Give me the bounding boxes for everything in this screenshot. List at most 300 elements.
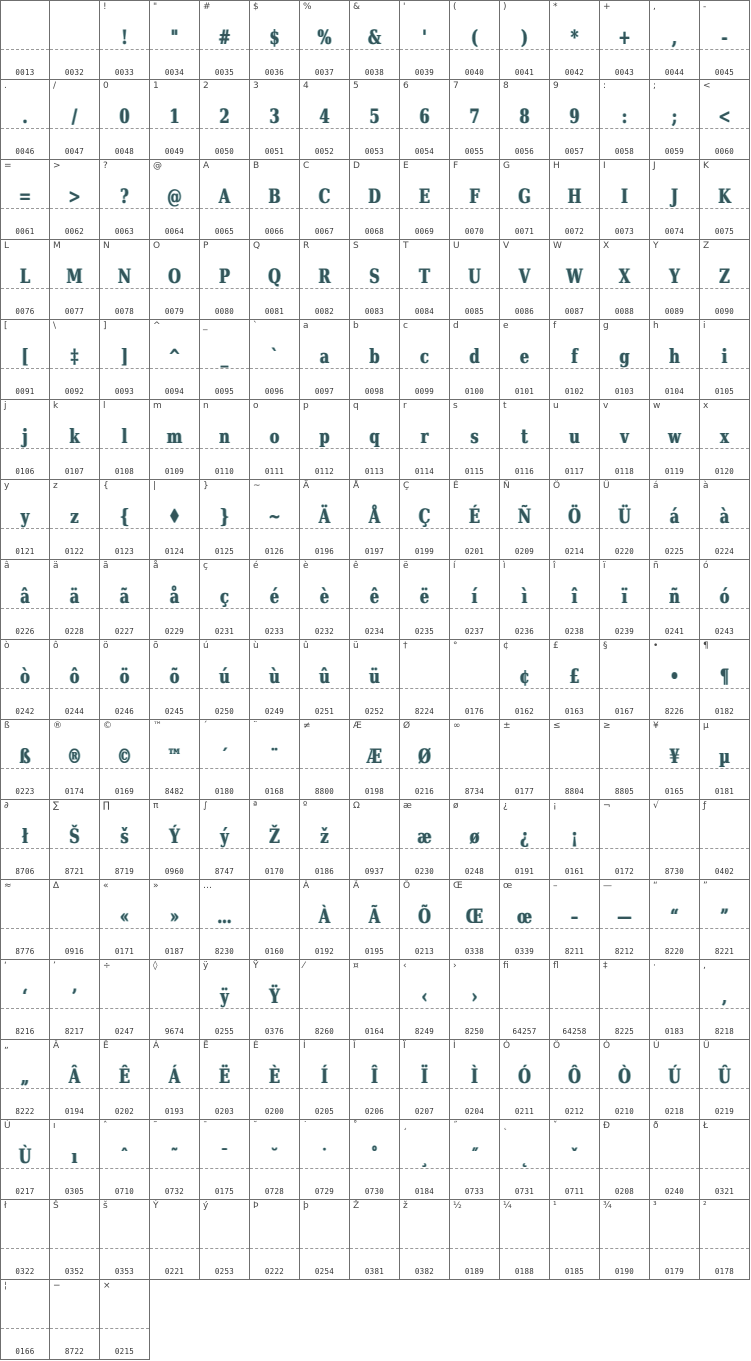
glyph-cell[interactable] (0, 1280, 50, 1360)
glyph-cell[interactable] (50, 880, 100, 960)
glyph-cell[interactable] (450, 80, 500, 160)
glyph-cell[interactable] (700, 1120, 750, 1200)
glyph-cell[interactable] (450, 400, 500, 480)
glyph-cell[interactable] (0, 400, 50, 480)
glyph-cell[interactable] (600, 320, 650, 400)
glyph-cell[interactable] (50, 720, 100, 800)
glyph-cell-label: ' (403, 2, 406, 12)
glyph-cell[interactable] (200, 80, 250, 160)
glyph-cell-code: 0711 (564, 1187, 585, 1196)
glyph-cell-label: ¡ (553, 801, 557, 811)
glyph-cell[interactable] (650, 1040, 700, 1120)
glyph-cell[interactable] (500, 1200, 550, 1280)
glyph-cell[interactable] (200, 880, 250, 960)
glyph-cell[interactable] (100, 1280, 150, 1360)
glyph-cell[interactable] (650, 1200, 700, 1280)
glyph-cell[interactable] (500, 720, 550, 800)
glyph-cell[interactable] (600, 240, 650, 320)
glyph-cell[interactable] (150, 160, 200, 240)
glyph-cell[interactable] (650, 80, 700, 160)
glyph-cell[interactable] (300, 880, 350, 960)
glyph-cell[interactable] (400, 640, 450, 720)
glyph-cell[interactable] (300, 560, 350, 640)
glyph-cell[interactable] (300, 400, 350, 480)
glyph-cell[interactable] (500, 1040, 550, 1120)
glyph-cell[interactable] (200, 480, 250, 560)
glyph-cell-code: 0080 (214, 307, 235, 316)
glyph-cell[interactable] (400, 560, 450, 640)
glyph-cell[interactable] (300, 1120, 350, 1200)
glyph-cell[interactable] (200, 1120, 250, 1200)
glyph-cell[interactable] (250, 400, 300, 480)
glyph-cell[interactable] (50, 1280, 100, 1360)
glyph-cell[interactable] (350, 560, 400, 640)
glyph-cell-label: ö (103, 641, 109, 651)
glyph-cell[interactable] (50, 80, 100, 160)
glyph-cell[interactable] (250, 960, 300, 1040)
glyph-cell[interactable] (500, 480, 550, 560)
glyph-cell[interactable] (0, 160, 50, 240)
glyph-sample: Ò (618, 1064, 631, 1088)
glyph-cell[interactable] (450, 560, 500, 640)
glyph-cell[interactable] (0, 1040, 50, 1120)
glyph-cell[interactable] (400, 400, 450, 480)
glyph-cell[interactable] (150, 560, 200, 640)
glyph-cell[interactable] (50, 0, 100, 80)
glyph-cell[interactable] (450, 720, 500, 800)
glyph-cell[interactable] (550, 160, 600, 240)
glyph-cell[interactable] (100, 640, 150, 720)
glyph-cell[interactable] (200, 160, 250, 240)
glyph-cell-code: 0123 (114, 547, 135, 556)
glyph-cell[interactable] (250, 80, 300, 160)
glyph-cell[interactable] (100, 1200, 150, 1280)
glyph-cell[interactable] (550, 720, 600, 800)
glyph-cell[interactable] (650, 640, 700, 720)
glyph-cell[interactable] (550, 320, 600, 400)
glyph-cell[interactable] (550, 1120, 600, 1200)
glyph-cell-label: o (253, 401, 259, 411)
glyph-cell[interactable] (250, 800, 300, 880)
glyph-cell[interactable] (550, 1200, 600, 1280)
glyph-cell[interactable] (500, 880, 550, 960)
glyph-cell[interactable] (300, 1200, 350, 1280)
glyph-cell-code: 0305 (64, 1187, 85, 1196)
glyph-cell[interactable] (400, 480, 450, 560)
glyph-cell[interactable] (450, 160, 500, 240)
glyph-cell[interactable] (200, 1040, 250, 1120)
glyph-cell[interactable] (450, 800, 500, 880)
glyph-sample: u (569, 424, 580, 448)
glyph-cell[interactable] (400, 960, 450, 1040)
glyph-cell[interactable] (450, 480, 500, 560)
glyph-cell[interactable] (350, 800, 400, 880)
glyph-cell[interactable] (350, 1200, 400, 1280)
glyph-cell[interactable] (150, 1200, 200, 1280)
glyph-cell[interactable] (550, 80, 600, 160)
glyph-cell-label: O (153, 241, 161, 251)
glyph-cell[interactable] (450, 0, 500, 80)
glyph-cell[interactable] (100, 80, 150, 160)
glyph-cell-label: ⁄ (303, 961, 305, 971)
glyph-cell[interactable] (200, 720, 250, 800)
glyph-cell[interactable] (700, 240, 750, 320)
glyph-cell[interactable] (650, 560, 700, 640)
glyph-cell[interactable] (350, 400, 400, 480)
glyph-cell[interactable] (100, 1040, 150, 1120)
glyph-cell[interactable] (450, 960, 500, 1040)
glyph-cell[interactable] (350, 80, 400, 160)
glyph-cell-label: f (553, 321, 557, 331)
glyph-cell[interactable] (100, 480, 150, 560)
glyph-cell-code: 0077 (64, 307, 85, 316)
glyph-cell[interactable] (500, 960, 550, 1040)
glyph-cell[interactable] (650, 480, 700, 560)
glyph-cell[interactable] (400, 0, 450, 80)
glyph-cell-label: › (453, 961, 457, 971)
glyph-cell[interactable] (150, 0, 200, 80)
glyph-cell[interactable] (700, 1200, 750, 1280)
glyph-cell[interactable] (700, 160, 750, 240)
glyph-cell[interactable] (0, 0, 50, 80)
glyph-cell[interactable] (400, 880, 450, 960)
glyph-cell[interactable] (50, 960, 100, 1040)
glyph-cell[interactable] (500, 80, 550, 160)
glyph-cell[interactable] (450, 1040, 500, 1120)
glyph-cell[interactable] (0, 1200, 50, 1280)
glyph-cell[interactable] (300, 960, 350, 1040)
glyph-cell[interactable] (450, 880, 500, 960)
glyph-cell[interactable] (350, 320, 400, 400)
glyph-cell[interactable] (550, 560, 600, 640)
glyph-cell[interactable] (700, 80, 750, 160)
glyph-cell[interactable] (150, 880, 200, 960)
glyph-cell[interactable] (100, 880, 150, 960)
glyph-cell[interactable] (400, 320, 450, 400)
glyph-cell[interactable] (250, 240, 300, 320)
glyph-cell[interactable] (200, 320, 250, 400)
glyph-cell[interactable] (150, 80, 200, 160)
glyph-cell[interactable] (0, 720, 50, 800)
glyph-cell[interactable] (50, 1040, 100, 1120)
glyph-cell[interactable] (500, 1120, 550, 1200)
glyph-cell-label: C (303, 161, 310, 171)
glyph-cell[interactable] (350, 720, 400, 800)
glyph-cell[interactable] (550, 400, 600, 480)
glyph-cell[interactable] (650, 720, 700, 800)
glyph-cell[interactable] (600, 720, 650, 800)
glyph-cell[interactable] (700, 320, 750, 400)
glyph-cell[interactable] (600, 640, 650, 720)
glyph-cell[interactable] (150, 320, 200, 400)
glyph-cell[interactable] (300, 80, 350, 160)
glyph-cell[interactable] (400, 240, 450, 320)
glyph-cell[interactable] (200, 640, 250, 720)
glyph-cell[interactable] (250, 160, 300, 240)
glyph-cell[interactable] (350, 480, 400, 560)
glyph-sample: ¢ (519, 664, 530, 688)
glyph-cell[interactable] (700, 560, 750, 640)
glyph-cell-code: 0052 (314, 147, 335, 156)
baseline-guide (700, 848, 749, 849)
glyph-cell[interactable] (600, 400, 650, 480)
glyph-cell[interactable] (650, 1120, 700, 1200)
glyph-cell[interactable] (300, 240, 350, 320)
glyph-cell[interactable] (300, 0, 350, 80)
glyph-cell-code: 0168 (264, 787, 285, 796)
baseline-guide (100, 1008, 149, 1009)
glyph-cell[interactable] (300, 800, 350, 880)
glyph-sample: v (620, 424, 629, 448)
glyph-cell[interactable] (650, 0, 700, 80)
glyph-cell[interactable] (150, 640, 200, 720)
glyph-cell[interactable] (500, 560, 550, 640)
glyph-cell[interactable] (350, 0, 400, 80)
glyph-cell-label: - (703, 2, 707, 12)
glyph-cell[interactable] (550, 0, 600, 80)
glyph-cell[interactable] (0, 560, 50, 640)
glyph-cell[interactable] (50, 560, 100, 640)
glyph-cell-code: 0103 (614, 387, 635, 396)
glyph-cell[interactable] (0, 1120, 50, 1200)
glyph-cell[interactable] (700, 880, 750, 960)
glyph-cell[interactable] (50, 160, 100, 240)
glyph-cell-label: ÷ (103, 961, 111, 971)
glyph-cell[interactable] (0, 640, 50, 720)
glyph-sample: Ù (18, 1144, 32, 1168)
glyph-cell[interactable] (600, 0, 650, 80)
glyph-cell[interactable] (500, 320, 550, 400)
glyph-cell[interactable] (550, 480, 600, 560)
glyph-cell[interactable] (50, 800, 100, 880)
glyph-cell[interactable] (0, 880, 50, 960)
glyph-sample: f (571, 344, 578, 368)
glyph-cell[interactable] (50, 240, 100, 320)
glyph-cell[interactable] (250, 480, 300, 560)
glyph-cell[interactable] (50, 320, 100, 400)
glyph-cell[interactable] (350, 1040, 400, 1120)
glyph-cell[interactable] (550, 960, 600, 1040)
glyph-cell[interactable] (250, 0, 300, 80)
glyph-cell[interactable] (50, 400, 100, 480)
glyph-cell[interactable] (150, 720, 200, 800)
glyph-sample: z (70, 504, 79, 528)
glyph-cell[interactable] (350, 1120, 400, 1200)
glyph-cell[interactable] (100, 0, 150, 80)
glyph-cell[interactable] (500, 160, 550, 240)
glyph-cell-label: = (4, 161, 12, 171)
glyph-cell-code: 0167 (614, 707, 635, 716)
glyph-cell[interactable] (700, 400, 750, 480)
glyph-cell[interactable] (550, 640, 600, 720)
glyph-cell[interactable] (300, 720, 350, 800)
glyph-cell[interactable] (650, 960, 700, 1040)
glyph-cell[interactable] (300, 1040, 350, 1120)
glyph-cell[interactable] (600, 1120, 650, 1200)
glyph-cell[interactable] (200, 240, 250, 320)
glyph-cell[interactable] (650, 800, 700, 880)
glyph-cell[interactable] (350, 960, 400, 1040)
glyph-cell[interactable] (600, 800, 650, 880)
glyph-cell[interactable] (300, 320, 350, 400)
glyph-cell[interactable] (200, 1200, 250, 1280)
glyph-cell[interactable] (650, 240, 700, 320)
glyph-cell[interactable] (500, 240, 550, 320)
glyph-cell[interactable] (250, 1040, 300, 1120)
glyph-cell-code: 0161 (564, 867, 585, 876)
glyph-cell[interactable] (250, 1120, 300, 1200)
glyph-cell[interactable] (400, 80, 450, 160)
glyph-cell[interactable] (350, 640, 400, 720)
glyph-cell[interactable] (100, 960, 150, 1040)
baseline-guide (700, 1168, 749, 1169)
glyph-cell[interactable] (250, 320, 300, 400)
glyph-cell[interactable] (150, 1120, 200, 1200)
glyph-cell-label: Ì (453, 1041, 456, 1051)
glyph-cell[interactable] (450, 640, 500, 720)
glyph-cell[interactable] (250, 1200, 300, 1280)
glyph-cell[interactable] (550, 800, 600, 880)
glyph-cell-label: ƒ (703, 801, 707, 811)
glyph-cell[interactable] (250, 560, 300, 640)
glyph-cell[interactable] (150, 480, 200, 560)
glyph-sample: ä (69, 584, 80, 608)
glyph-cell[interactable] (150, 400, 200, 480)
glyph-cell-label: Ö (553, 481, 561, 491)
glyph-cell[interactable] (50, 1200, 100, 1280)
glyph-cell[interactable] (600, 880, 650, 960)
glyph-cell[interactable] (650, 160, 700, 240)
glyph-cell[interactable] (700, 640, 750, 720)
glyph-cell[interactable] (0, 480, 50, 560)
glyph-cell[interactable] (400, 720, 450, 800)
glyph-sample: © (117, 744, 132, 768)
glyph-cell[interactable] (250, 880, 300, 960)
glyph-cell-label: Ð (603, 1121, 610, 1131)
glyph-cell-label: d (453, 321, 459, 331)
glyph-cell[interactable] (150, 800, 200, 880)
glyph-cell[interactable] (450, 1120, 500, 1200)
glyph-cell[interactable] (100, 320, 150, 400)
glyph-cell[interactable] (350, 240, 400, 320)
glyph-cell[interactable] (600, 960, 650, 1040)
glyph-cell[interactable] (400, 1120, 450, 1200)
glyph-cell-code: 0211 (514, 1107, 535, 1116)
glyph-cell[interactable] (0, 240, 50, 320)
glyph-cell[interactable] (700, 1040, 750, 1120)
glyph-cell[interactable] (300, 480, 350, 560)
glyph-cell[interactable] (200, 800, 250, 880)
glyph-cell[interactable] (600, 560, 650, 640)
glyph-sample: V (518, 264, 531, 288)
glyph-cell-label: ò (4, 641, 10, 651)
glyph-cell[interactable] (200, 0, 250, 80)
glyph-cell[interactable] (500, 400, 550, 480)
glyph-cell[interactable] (400, 1040, 450, 1120)
glyph-cell[interactable] (150, 1040, 200, 1120)
glyph-sample: ˘ (270, 1144, 279, 1168)
glyph-cell[interactable] (400, 800, 450, 880)
glyph-cell[interactable] (700, 960, 750, 1040)
glyph-cell[interactable] (450, 1200, 500, 1280)
glyph-cell[interactable] (600, 160, 650, 240)
glyph-cell[interactable] (0, 960, 50, 1040)
glyph-cell[interactable] (300, 160, 350, 240)
baseline-guide (250, 928, 299, 929)
glyph-cell[interactable] (550, 880, 600, 960)
glyph-cell[interactable] (0, 80, 50, 160)
glyph-cell[interactable] (300, 640, 350, 720)
glyph-cell[interactable] (500, 640, 550, 720)
glyph-cell[interactable] (0, 320, 50, 400)
glyph-cell[interactable] (200, 560, 250, 640)
glyph-cell[interactable] (500, 0, 550, 80)
glyph-cell-label: G (503, 161, 510, 171)
glyph-cell[interactable] (100, 560, 150, 640)
glyph-cell-code: 8776 (15, 947, 35, 956)
glyph-cell-label: j (4, 401, 7, 411)
glyph-cell[interactable] (200, 400, 250, 480)
glyph-cell[interactable] (50, 640, 100, 720)
glyph-cell[interactable] (150, 960, 200, 1040)
glyph-cell[interactable] (100, 240, 150, 320)
glyph-cell[interactable] (700, 480, 750, 560)
glyph-cell[interactable] (100, 1120, 150, 1200)
glyph-cell[interactable] (200, 960, 250, 1040)
glyph-cell[interactable] (450, 320, 500, 400)
glyph-cell[interactable] (600, 1040, 650, 1120)
glyph-cell[interactable] (250, 640, 300, 720)
glyph-cell[interactable] (100, 720, 150, 800)
glyph-cell-label: ¾ (603, 1201, 612, 1211)
glyph-cell[interactable] (100, 160, 150, 240)
glyph-cell[interactable] (250, 720, 300, 800)
glyph-cell[interactable] (700, 720, 750, 800)
glyph-cell[interactable] (50, 480, 100, 560)
glyph-cell[interactable] (150, 240, 200, 320)
glyph-cell[interactable] (400, 1200, 450, 1280)
glyph-cell-code: 8721 (64, 867, 85, 876)
glyph-cell-label: Ž (353, 1201, 360, 1211)
glyph-sample: Ç (418, 504, 431, 528)
glyph-cell[interactable] (50, 1120, 100, 1200)
glyph-cell[interactable] (600, 80, 650, 160)
baseline-guide (1, 1248, 49, 1249)
glyph-sample: F (469, 184, 480, 208)
glyph-cell[interactable] (600, 480, 650, 560)
glyph-sample: w (668, 424, 681, 448)
glyph-cell[interactable] (100, 800, 150, 880)
glyph-cell[interactable] (650, 880, 700, 960)
glyph-cell[interactable] (0, 800, 50, 880)
glyph-cell[interactable] (550, 1040, 600, 1120)
glyph-cell[interactable] (500, 800, 550, 880)
glyph-sample: Å (368, 504, 381, 528)
glyph-cell[interactable] (700, 800, 750, 880)
glyph-cell[interactable] (550, 240, 600, 320)
glyph-cell[interactable] (100, 400, 150, 480)
glyph-cell[interactable] (350, 880, 400, 960)
glyph-cell[interactable] (450, 240, 500, 320)
glyph-cell[interactable] (400, 160, 450, 240)
glyph-cell[interactable] (700, 0, 750, 80)
glyph-cell[interactable] (650, 320, 700, 400)
glyph-cell[interactable] (350, 160, 400, 240)
glyph-cell-code: 0049 (164, 147, 185, 156)
glyph-sample: ø (469, 824, 480, 848)
glyph-cell[interactable] (650, 400, 700, 480)
glyph-cell[interactable] (600, 1200, 650, 1280)
